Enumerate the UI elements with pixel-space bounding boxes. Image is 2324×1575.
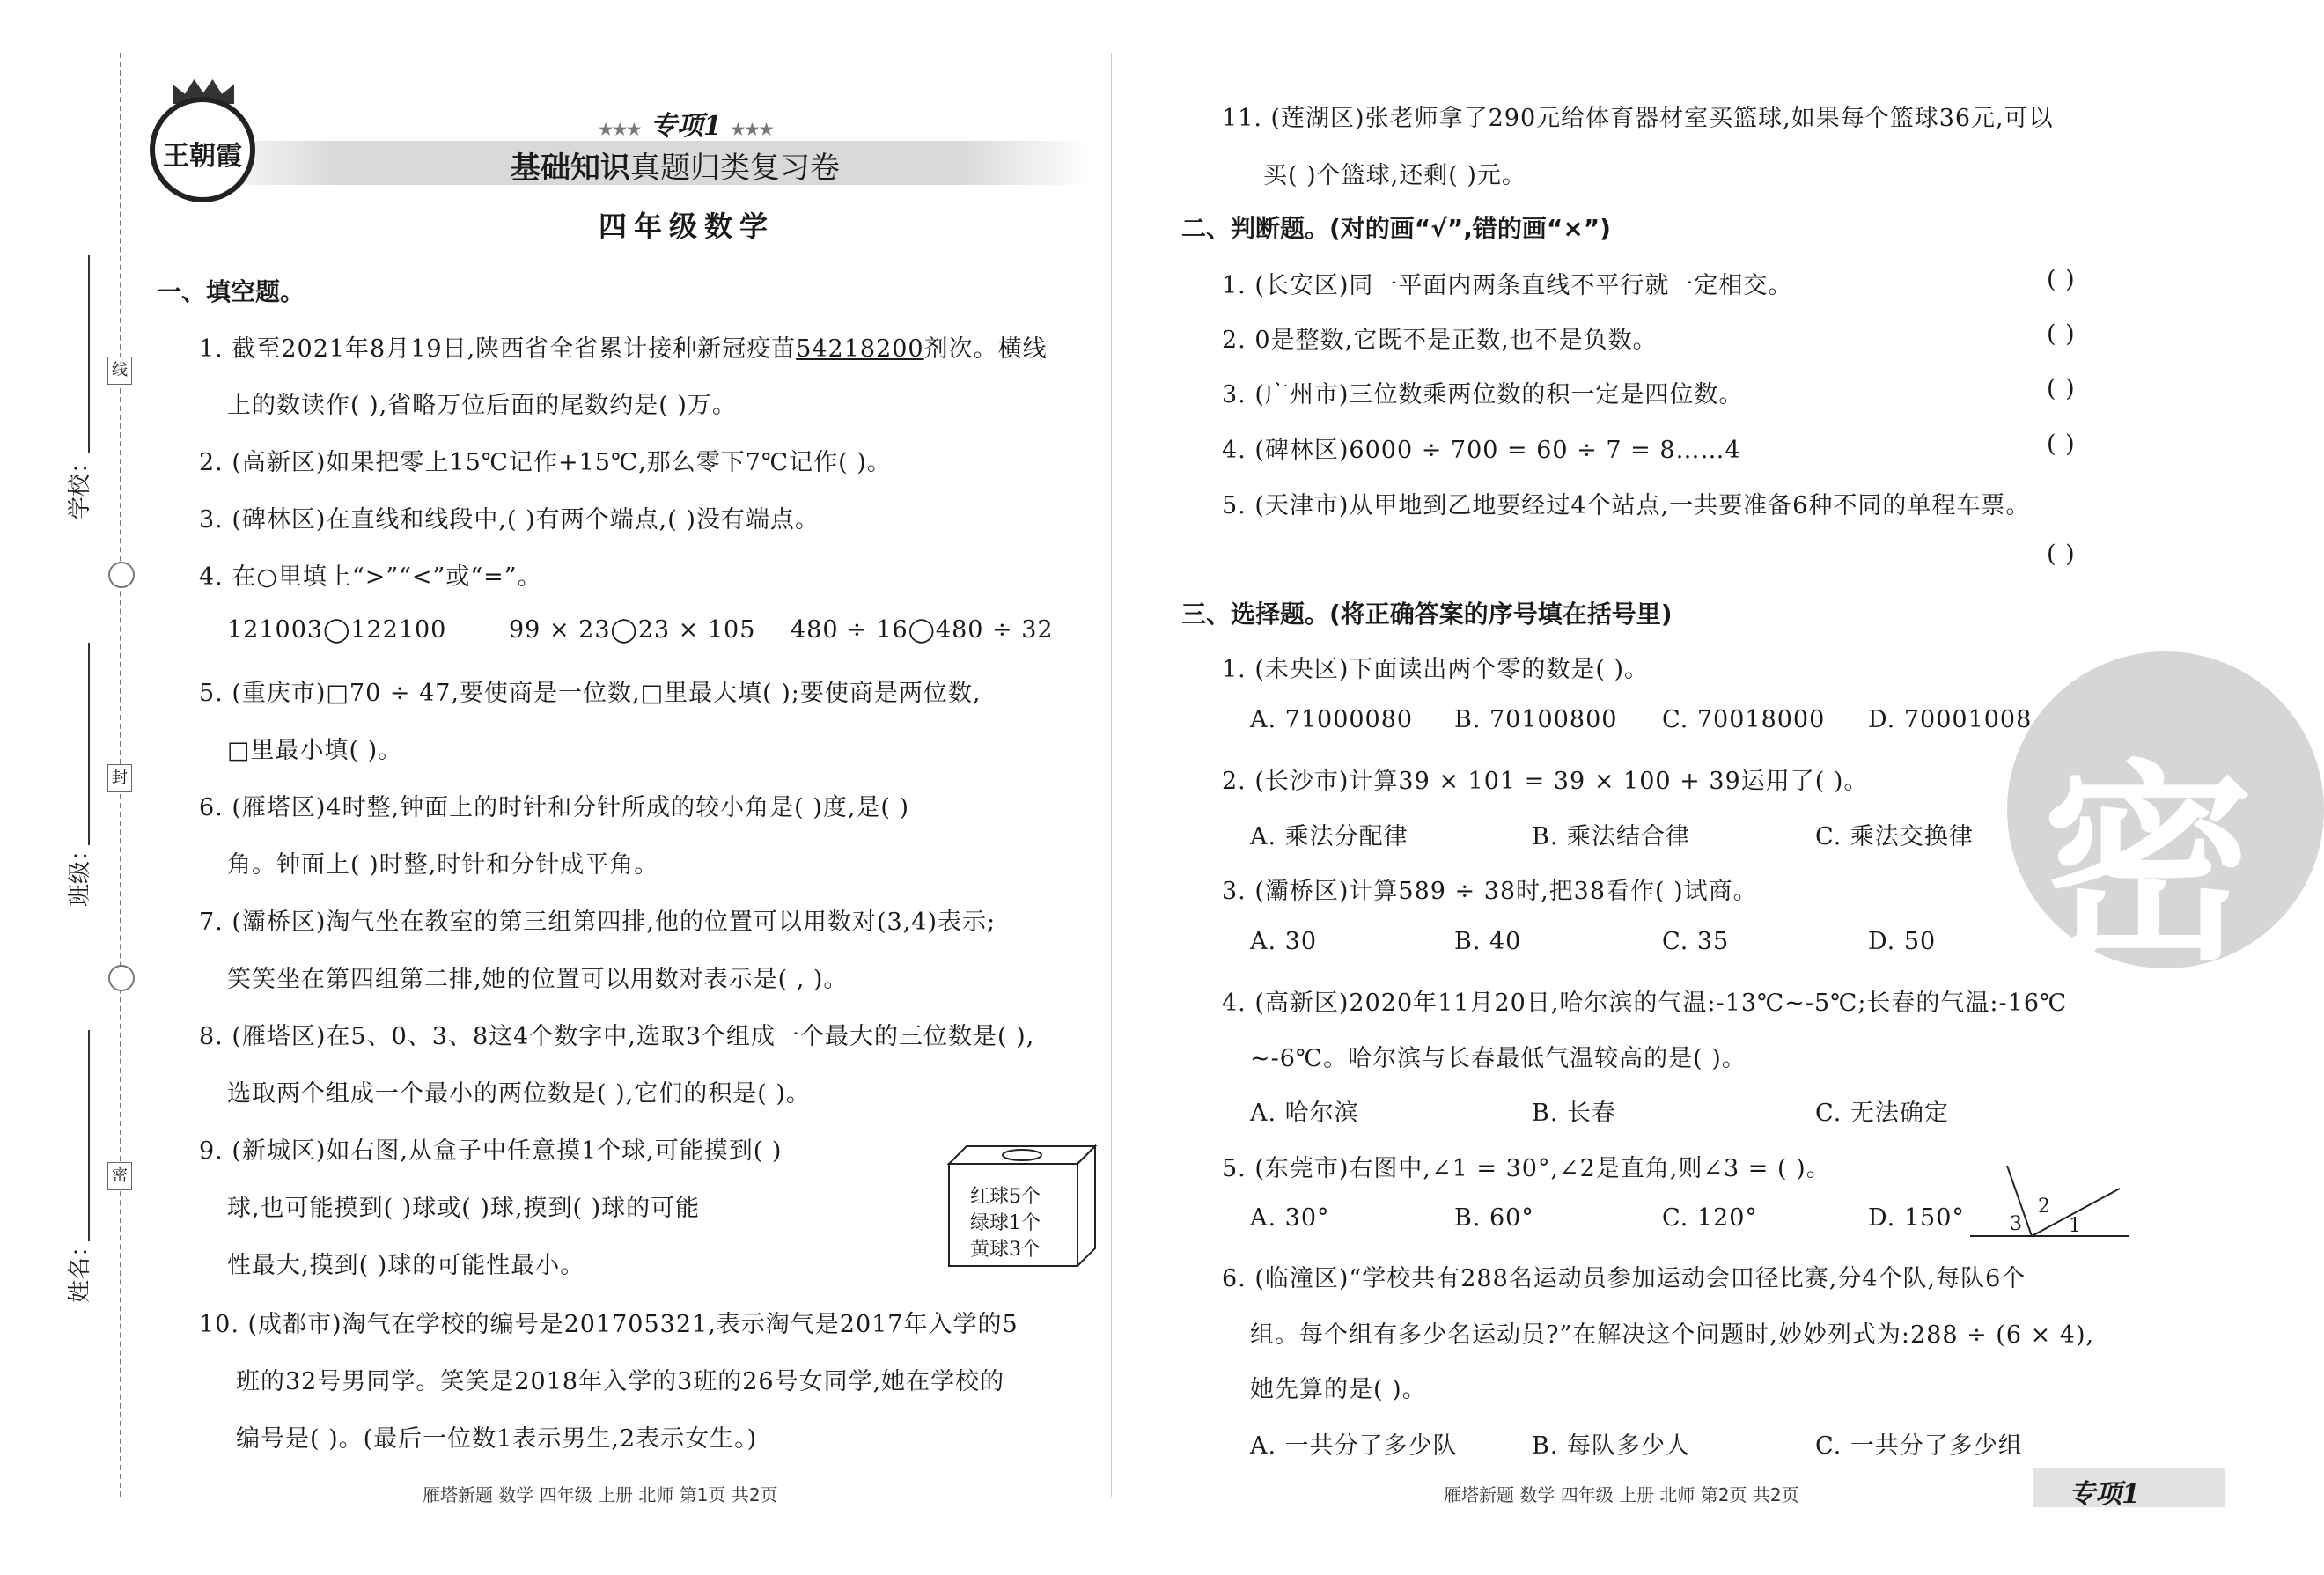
section-choice-heading: 三、选择题。(将正确答案的序号填在括号里) xyxy=(1181,600,1673,629)
fill-q1: 1. 截至2021年8月19日,陕西省全省累计接种新冠疫苗54218200剂次。横线 xyxy=(199,335,1048,363)
judge-q5-answer[interactable]: ( ) xyxy=(2047,541,2076,568)
fill-q7-line2: 笑笑坐在第四组第二排,她的位置可以用数对表示是( , )。 xyxy=(227,966,849,993)
page-title: 基础知识真题归类复习卷 xyxy=(511,151,840,186)
choice-q4-opt-a: A. 哈尔滨 xyxy=(1250,1100,1359,1127)
choice-q3: 3. (灞桥区)计算589 ÷ 38时,把38看作( )试商。 xyxy=(1222,878,1758,905)
judge-q4-answer[interactable]: ( ) xyxy=(2047,431,2076,458)
fill-q6-line2: 角。钟面上( )时整,时针和分针成平角。 xyxy=(227,851,659,879)
judge-q3: 3. (广州市)三位数乘两位数的积一定是四位数。 xyxy=(1222,381,1744,408)
star-icon: ★★★ xyxy=(599,121,642,139)
fill-q8-line2: 选取两个组成一个最小的两位数是( ),它们的积是( )。 xyxy=(227,1080,811,1108)
fill-q5-line2: □里最小填( )。 xyxy=(227,737,403,764)
choice-q1-opt-b: B. 70100800 xyxy=(1454,706,1618,733)
choice-q5: 5. (东莞市)右图中,∠1 = 30°,∠2是直角,则∠3 = ( )。 xyxy=(1222,1155,1831,1182)
fill-q4: 4. 在○里填上“>”“<”或“=”。 xyxy=(199,563,542,591)
star-icon: ★★★ xyxy=(731,121,774,139)
angle-label-3: 3 xyxy=(2010,1213,2022,1235)
choice-q1-opt-c: C. 70018000 xyxy=(1662,706,1826,733)
choice-q4-opt-c: C. 无法确定 xyxy=(1815,1100,1949,1127)
choice-q6-opt-c: C. 一共分了多少组 xyxy=(1815,1432,2023,1460)
binding-word-line: 线 xyxy=(107,357,132,385)
choice-q6-opt-a: A. 一共分了多少队 xyxy=(1250,1432,1458,1460)
choice-q4-line2: ~-6℃。哈尔滨与长春最低气温较高的是( )。 xyxy=(1250,1045,1747,1072)
choice-q3-opt-a: A. 30 xyxy=(1250,928,1318,955)
judge-q5: 5. (天津市)从甲地到乙地要经过4个站点,一共要准备6种不同的单程车票。 xyxy=(1222,492,2031,519)
binding-word-secret: 密 xyxy=(107,1162,132,1190)
fill-q10-line2: 班的32号男同学。笑笑是2018年入学的3班的26号女同学,她在学校的 xyxy=(236,1368,1005,1395)
judge-q4: 4. (碑林区)6000 ÷ 700 = 60 ÷ 7 = 8……4 xyxy=(1222,437,1741,464)
judge-q1-answer[interactable]: ( ) xyxy=(2047,266,2076,293)
binding-word-seal: 封 xyxy=(107,764,132,792)
judge-q2: 2. 0是整数,它既不是正数,也不是负数。 xyxy=(1222,327,1658,354)
fill-q11: 11. (莲湖区)张老师拿了290元给体育器材室买篮球,如果每个篮球36元,可以 xyxy=(1222,105,2054,132)
fill-q6: 6. (雁塔区)4时整,钟面上的时针和分针所成的较小角是( )度,是( ) xyxy=(199,794,910,821)
topic-badge-text: 专项1 xyxy=(2069,1479,2140,1510)
fill-q1-line2: 上的数读作( ),省略万位后面的尾数约是( )万。 xyxy=(227,392,737,419)
choice-q1-opt-d: D. 70001008 xyxy=(1868,706,2033,733)
page-divider xyxy=(1111,53,1112,1497)
section-judge-heading: 二、判断题。(对的画“√”,错的画“×”) xyxy=(1181,214,1611,243)
fill-q4-a: 121003◯122100 xyxy=(227,616,447,644)
fill-q10-line3: 编号是( )。(最后一位数1表示男生,2表示女生。) xyxy=(236,1425,758,1453)
fill-q4-c: 480 ÷ 16◯480 ÷ 32 xyxy=(791,616,1054,644)
ball-green-count: 绿球1个 xyxy=(970,1212,1041,1234)
choice-q6-opt-b: B. 每队多少人 xyxy=(1532,1432,1691,1460)
judge-q3-answer[interactable]: ( ) xyxy=(2047,375,2076,402)
ball-red-count: 红球5个 xyxy=(970,1186,1041,1208)
choice-q1: 1. (未央区)下面读出两个零的数是( )。 xyxy=(1222,656,1650,683)
fill-q7: 7. (灞桥区)淘气坐在教室的第三组第四排,他的位置可以用数对(3,4)表示; xyxy=(199,909,997,936)
name-label: 姓名： xyxy=(67,1233,93,1303)
choice-q6: 6. (临潼区)“学校共有288名运动员参加运动会田径比赛,分4个队,每队6个 xyxy=(1222,1265,2026,1292)
footer-left: 雁塔新题 数学 四年级 上册 北师 第1页 共2页 xyxy=(423,1484,778,1505)
judge-q2-answer[interactable]: ( ) xyxy=(2047,320,2076,348)
subject-title: 四年级数学 xyxy=(599,210,776,243)
brand-logo xyxy=(150,97,255,202)
school-write-line[interactable] xyxy=(88,255,90,453)
choice-q6-line3: 她先算的是( )。 xyxy=(1250,1376,1427,1403)
fill-q8: 8. (雁塔区)在5、0、3、8这4个数字中,选取3个组成一个最大的三位数是( ), xyxy=(199,1023,1035,1050)
fill-q9-line3: 性最大,摸到( )球的可能性最小。 xyxy=(227,1252,585,1279)
choice-q3-opt-d: D. 50 xyxy=(1868,928,1937,955)
binding-hole xyxy=(108,562,135,588)
angle-label-1: 1 xyxy=(2069,1215,2081,1237)
logo-text: 王朝霞 xyxy=(163,141,242,172)
ball-box-labels xyxy=(970,1184,1041,1263)
choice-q2-opt-b: B. 乘法结合律 xyxy=(1532,823,1691,850)
choice-q2: 2. (长沙市)计算39 × 101 = 39 × 100 + 39运用了( )。 xyxy=(1222,768,1869,795)
fill-q9-line2: 球,也可能摸到( )球或( )球,摸到( )球的可能 xyxy=(227,1195,701,1222)
angle-label-2: 2 xyxy=(2038,1196,2050,1218)
class-write-line[interactable] xyxy=(88,643,90,845)
choice-q4-opt-b: B. 长春 xyxy=(1532,1100,1617,1127)
choice-q2-opt-c: C. 乘法交换律 xyxy=(1815,823,1974,850)
class-label: 班级： xyxy=(67,837,93,907)
section-fill-heading: 一、填空题。 xyxy=(157,277,305,306)
fill-q4-b: 99 × 23◯23 × 105 xyxy=(509,616,756,644)
choice-q6-line2: 组。每个组有多少名运动员?”在解决这个问题时,妙妙列式为:288 ÷ (6 × 4), xyxy=(1250,1321,2095,1349)
choice-q5-opt-a: A. 30° xyxy=(1250,1204,1330,1232)
fill-q5: 5. (重庆市)□70 ÷ 47,要使商是一位数,□里最大填( );要使商是两位数, xyxy=(199,680,982,707)
choice-q2-opt-a: A. 乘法分配律 xyxy=(1250,823,1408,850)
footer-right: 雁塔新题 数学 四年级 上册 北师 第2页 共2页 xyxy=(1444,1484,1799,1505)
choice-q5-opt-c: C. 120° xyxy=(1662,1204,1758,1232)
choice-q3-opt-b: B. 40 xyxy=(1454,928,1522,955)
choice-q4: 4. (高新区)2020年11月20日,哈尔滨的气温:-13℃~-5℃;长春的气温:-16℃ xyxy=(1222,990,2068,1017)
secret-seal-char: 密 xyxy=(2042,740,2254,989)
fill-q10: 10. (成都市)淘气在学校的编号是201705321,表示淘气是2017年入学的5 xyxy=(199,1311,1019,1338)
fill-q3: 3. (碑林区)在直线和线段中,( )有两个端点,( )没有端点。 xyxy=(199,506,820,534)
choice-q3-opt-c: C. 35 xyxy=(1662,928,1730,955)
choice-q5-opt-b: B. 60° xyxy=(1454,1204,1534,1232)
binding-hole xyxy=(108,965,135,991)
fill-q11-line2: 买( )个篮球,还剩( )元。 xyxy=(1263,162,1526,189)
topic-label: ★★★ 专项1 ★★★ xyxy=(599,111,774,142)
choice-q5-opt-d: D. 150° xyxy=(1868,1204,1965,1232)
ball-yellow-count: 黄球3个 xyxy=(970,1239,1041,1261)
name-write-line[interactable] xyxy=(88,1030,90,1241)
fill-q9: 9. (新城区)如右图,从盒子中任意摸1个球,可能摸到( ) xyxy=(199,1137,783,1165)
choice-q1-opt-a: A. 71000080 xyxy=(1250,706,1414,733)
fill-q2: 2. (高新区)如果把零上15℃记作+15℃,那么零下7℃记作( )。 xyxy=(199,449,892,476)
school-label: 学校： xyxy=(67,450,93,519)
judge-q1: 1. (长安区)同一平面内两条直线不平行就一定相交。 xyxy=(1222,272,1793,299)
